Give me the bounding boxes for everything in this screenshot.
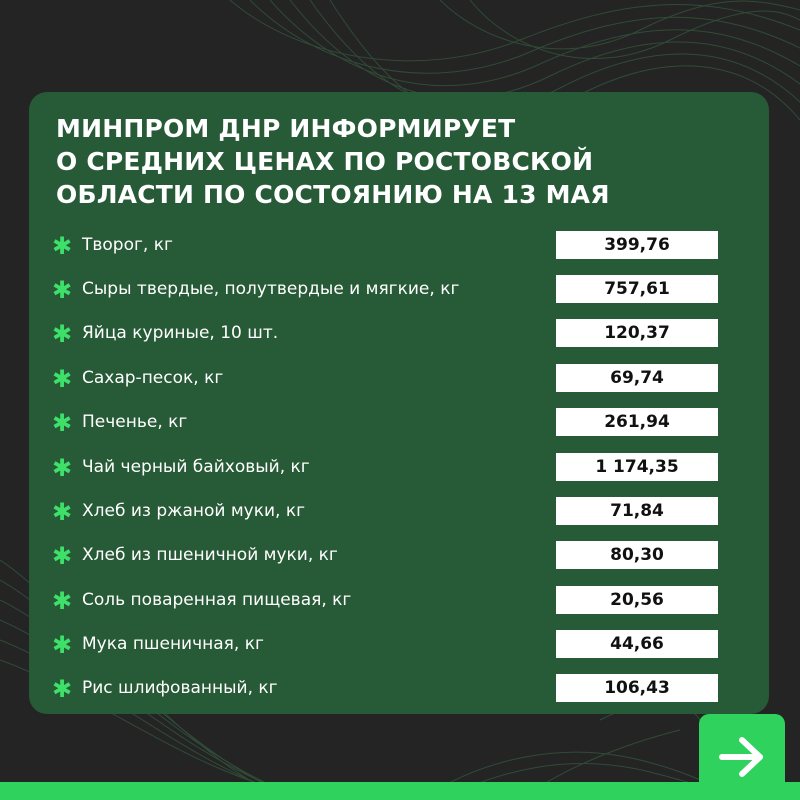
item-price: 71,84	[556, 497, 718, 525]
item-price: 106,43	[556, 674, 718, 702]
list-item	[29, 541, 769, 569]
list-item	[29, 497, 769, 525]
item-price: 757,61	[556, 275, 718, 303]
list-item	[29, 408, 769, 436]
item-label: Чай черный байховый, кг	[82, 457, 310, 477]
item-label: Творог, кг	[82, 235, 173, 255]
next-slide-button[interactable]	[699, 714, 785, 800]
item-price: 20,56	[556, 586, 718, 614]
item-price: 69,74	[556, 364, 718, 392]
item-price: 261,94	[556, 408, 718, 436]
item-price: 44,66	[556, 630, 718, 658]
asterisk-bullet-icon: ✱	[51, 409, 73, 437]
asterisk-bullet-icon: ✱	[51, 276, 73, 304]
item-label: Соль поваренная пищевая, кг	[82, 590, 352, 610]
asterisk-bullet-icon: ✱	[51, 320, 73, 348]
asterisk-bullet-icon: ✱	[51, 232, 73, 260]
price-list	[29, 92, 769, 714]
asterisk-bullet-icon: ✱	[51, 631, 73, 659]
list-item	[29, 319, 769, 347]
asterisk-bullet-icon: ✱	[51, 365, 73, 393]
list-item	[29, 275, 769, 303]
asterisk-bullet-icon: ✱	[51, 498, 73, 526]
item-price: 1 174,35	[556, 453, 718, 481]
list-item	[29, 364, 769, 392]
list-item	[29, 231, 769, 259]
title-line-3: ОБЛАСТИ ПО СОСТОЯНИЮ НА 13 МАЯ	[56, 180, 610, 209]
item-label: Яйца куриные, 10 шт.	[82, 323, 279, 343]
asterisk-bullet-icon: ✱	[51, 675, 73, 703]
item-label: Хлеб из пшеничной муки, кг	[82, 545, 338, 565]
item-price: 80,30	[556, 541, 718, 569]
item-label: Рис шлифованный, кг	[82, 678, 278, 698]
asterisk-bullet-icon: ✱	[51, 542, 73, 570]
item-label: Сыры твердые, полутвердые и мягкие, кг	[82, 279, 460, 299]
price-card	[29, 92, 769, 714]
list-item	[29, 674, 769, 702]
list-item	[29, 453, 769, 481]
arrow-right-icon	[718, 736, 766, 778]
item-label: Хлеб из ржаной муки, кг	[82, 501, 306, 521]
item-label: Печенье, кг	[82, 412, 188, 432]
title-line-2: О СРЕДНИХ ЦЕНАХ ПО РОСТОВСКОЙ	[56, 147, 594, 176]
list-item	[29, 630, 769, 658]
asterisk-bullet-icon: ✱	[51, 454, 73, 482]
item-label: Мука пшеничная, кг	[82, 634, 264, 654]
item-price: 399,76	[556, 231, 718, 259]
title-line-1: МИНПРОМ ДНР ИНФОРМИРУЕТ	[56, 114, 516, 143]
list-item	[29, 586, 769, 614]
asterisk-bullet-icon: ✱	[51, 587, 73, 615]
bottom-accent-bar	[0, 782, 800, 800]
item-price: 120,37	[556, 319, 718, 347]
item-label: Сахар-песок, кг	[82, 368, 224, 388]
